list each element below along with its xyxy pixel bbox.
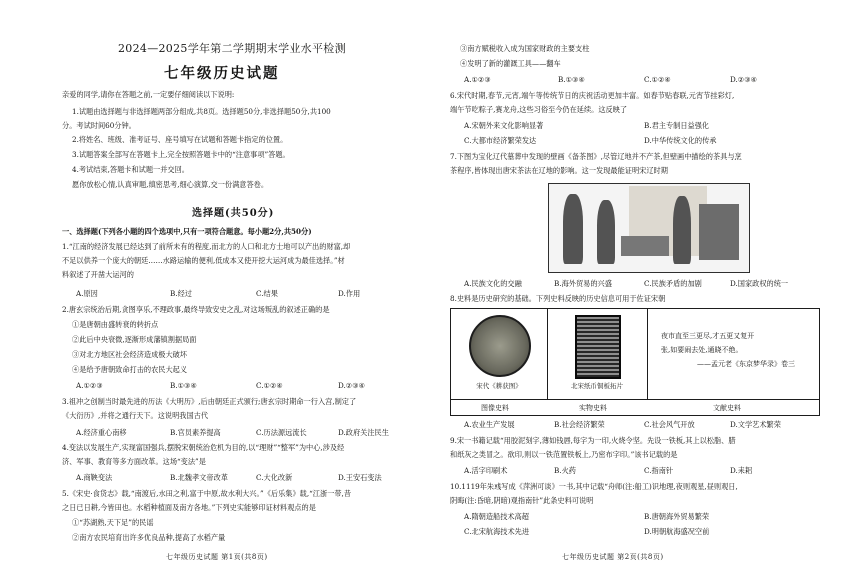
q10-option-d[interactable]: D.明朝航海盛况空前 (644, 527, 710, 536)
question-9-line: 和纸灰之类冒之。欲印,则以一铁范置铁板上,乃密布字印。”该书记载的是 (450, 450, 678, 459)
page-2 (430, 0, 860, 587)
q9-option-d[interactable]: D.耒耜 (730, 466, 753, 475)
q8-option-a[interactable]: A.农业生产发展 (464, 420, 515, 429)
q9-option-a[interactable]: A.活字印刷术 (464, 466, 508, 475)
text-source-cell (647, 309, 819, 399)
sources-table (450, 308, 820, 416)
question-6-line: 端午节吃粽子,赛龙舟,这些习俗至今仍在延续。这反映了 (450, 105, 628, 114)
question-9-line: 9.宋一书籍记载“用胶泥刻字,薄如钱唇,每字为一印,火烧令坚。先设一铁板,其上以松脂、腊 (450, 436, 736, 445)
mural-figure (673, 196, 691, 264)
q9-option-b[interactable]: B.火药 (554, 466, 576, 475)
q4-option-b[interactable]: B.北魏孝文帝改革 (170, 473, 228, 482)
q1-option-c[interactable]: C.结果 (256, 289, 278, 298)
q7-option-c[interactable]: C.民族矛盾的加剧 (644, 279, 702, 288)
image-source-caption: 宋代《耕获图》 (476, 382, 522, 390)
q9-option-c[interactable]: C.指南针 (644, 466, 674, 475)
q5-item: ①“苏湖熟,天下足”的民谣 (72, 518, 154, 527)
intro-line: 2.将姓名、班级、准考证号、座号填写在试题和答题卡指定的位置。 (72, 135, 288, 144)
q5-item: ②南方农民培育出许多优良品种,提高了水稻产量 (72, 533, 226, 542)
question-7-line: 7.下图为宝化辽代墓葬中发现的壁画《备茶图》,尽管辽地并不产茶,但壁画中描绘的茶具与烹 (450, 152, 742, 161)
q8-option-d[interactable]: D.文学艺术繁荣 (730, 420, 781, 429)
question-8-line: 8.史料是历史研究的基础。下列史料反映的历史信息可用于佐证宋朝 (450, 294, 666, 303)
image-source-label: 图像史料 (481, 404, 509, 412)
q5-item: ④发明了新的灌溉工具——翻车 (460, 59, 561, 68)
question-7-line: 茶程序,皆体现出唐宋茶法在辽地的影响。这一发现最能证明宋辽时期 (450, 166, 668, 175)
q2-option-a[interactable]: A.①②③ (76, 381, 103, 390)
mural-shelf (699, 204, 739, 260)
question-1-line: 1.“江南的经济发展已经达到了前所未有的程度,而北方的人口和北方士地可以产出的财富,却 (62, 242, 351, 251)
q5-option-c[interactable]: C.①②④ (644, 75, 671, 84)
text-source-attribution: ——孟元老《东京梦华录》卷三 (697, 360, 795, 368)
gengzhi-painting (469, 315, 531, 377)
q7-option-d[interactable]: D.国家政权的统一 (730, 279, 789, 288)
text-source-label: 文献史料 (713, 404, 741, 412)
q10-option-c[interactable]: C.北宋航海技术先进 (464, 527, 530, 536)
exam-main-title: 七年级历史试题 (164, 65, 280, 82)
q3-option-a[interactable]: A.经济重心南移 (76, 428, 127, 437)
question-3-line: 《大衍历》,并将之通行天下。这说明我国古代 (62, 411, 209, 420)
q4-option-c[interactable]: C.大化改新 (256, 473, 293, 482)
question-4-line: 4.变法以发展生产,实现富国强兵,摆脱宋朝统治危机为目的,以“理财”“整军”为中心,涉及经 (62, 443, 345, 452)
artifact-source-label: 实物史料 (579, 404, 607, 412)
question-5-line: 5.《宋史·食货志》载,“南渡后,水田之利,富于中原,故水利大兴。”《后乐集》载,“江浙一带,昔 (62, 489, 352, 498)
artifact-source-cell (547, 309, 648, 399)
q6-option-a[interactable]: A.宋朝外来文化影响显著 (464, 121, 544, 130)
section-title: 选择题(共50分) (192, 208, 275, 219)
question-2-line: 2.唐玄宗统治后期,贪图享乐,不理政事,最终导致安史之乱,对这场叛乱的叙述正确的是 (62, 305, 330, 314)
q5-option-a[interactable]: A.①②③ (464, 75, 491, 84)
q5-item: ③南方赋税收入成为国家财政的主要支柱 (460, 44, 590, 53)
artifact-source-caption: 北宋纸币铜板拓片 (571, 382, 623, 390)
mural-tea-table (621, 236, 669, 256)
q6-option-b[interactable]: B.君主专制日益强化 (644, 121, 710, 130)
q3-option-c[interactable]: C.历法源远流长 (256, 428, 307, 437)
question-1-line: 不足以供养一个庞大的朝廷……水路运输的便利,低成本又使开挖大运河成为最佳选择。”材 (62, 256, 345, 265)
question-5-line: 之日已日耕,今皆田也。水稻种植面及南方各地。”下列史实能够印证材料观点的是 (62, 503, 316, 512)
q2-item: ①是唐朝由盛转衰的转折点 (72, 320, 159, 329)
q2-option-b[interactable]: B.①③④ (170, 381, 197, 390)
q1-option-a[interactable]: A.原因 (76, 289, 98, 298)
q7-option-b[interactable]: B.海外贸易的兴盛 (554, 279, 612, 288)
q1-option-d[interactable]: D.作用 (338, 289, 361, 298)
q5-option-d[interactable]: D.②③④ (730, 75, 758, 84)
q7-option-a[interactable]: A.民族文化的交融 (464, 279, 522, 288)
mural-figure (563, 194, 583, 264)
question-10-line: 10.1119年朱彧写成《萍洲可谈》一书,其中记载“舟师(注:船工)识地理,夜则观星,昼则观日, (450, 482, 738, 491)
text-source-line: 张,如要闹去处,通晓不绝。 (661, 346, 743, 354)
q10-option-b[interactable]: B.唐朝海外贸易繁荣 (644, 512, 710, 521)
tea-mural-image (548, 183, 750, 273)
intro-line: 1.试题由选择题与非选择题两部分组成,共8页。选择题50分,非选择题50分,共100 (72, 107, 331, 116)
q8-option-b[interactable]: B.社会经济繁荣 (554, 420, 605, 429)
text-source-line: 夜市直至三更尽,才五更又复开 (661, 332, 755, 340)
q2-item: ④是给予唐朝致命打击的农民大起义 (72, 365, 188, 374)
q6-option-d[interactable]: D.中华传统文化的传承 (644, 136, 717, 145)
question-4-line: 济、军事、教育等多方面改革。这场“变法”是 (62, 457, 206, 466)
intro-line: 3.试题答案全部写在答题卡上,完全按照答题卡中的“注意事项”答题。 (72, 150, 290, 159)
page-footer: 七年级历史试题 第1页(共8页) (166, 553, 268, 561)
question-1-line: 料叙述了开凿大运河的 (62, 270, 134, 279)
intro-line: 愿你放松心情,认真审题,缜密思考,细心演算,交一份满意答卷。 (72, 180, 269, 189)
q10-option-a[interactable]: A.隋朝造船技术高超 (464, 512, 529, 521)
section-instruction: 一、选择题(下列各小题的四个选项中,只有一项符合题意。每小题2分,共50分) (62, 227, 312, 236)
q8-option-c[interactable]: C.社会风气开放 (644, 420, 695, 429)
sources-table-footer (451, 399, 819, 416)
paper-money-rubbing (575, 315, 621, 379)
intro-line: 4.考试结束,答题卡和试题一并交回。 (72, 165, 189, 174)
q5-option-b[interactable]: B.①③④ (558, 75, 585, 84)
q4-option-d[interactable]: D.王安石变法 (338, 473, 382, 482)
q2-item: ③对北方地区社会经济造成极大破坏 (72, 350, 188, 359)
q2-item: ②此后中央衰微,逐渐形成藩镇割据局面 (72, 335, 197, 344)
page-footer: 七年级历史试题 第2页(共8页) (562, 553, 664, 561)
q3-option-d[interactable]: D.政府关注民生 (338, 428, 389, 437)
question-3-line: 3.祖冲之创制当时最先进的历法《大明历》,后由朝廷正式颁行;唐玄宗时期命一行入宫,制定了 (62, 397, 357, 406)
q1-option-b[interactable]: B.经过 (170, 289, 192, 298)
q4-option-a[interactable]: A.商鞅变法 (76, 473, 113, 482)
q3-option-b[interactable]: B.官员素养提高 (170, 428, 221, 437)
intro-line: 亲爱的同学,请你在答题之前,一定要仔细阅读以下说明: (62, 90, 235, 99)
q2-option-d[interactable]: D.②③④ (338, 381, 366, 390)
exam-header-title: 2024—2025学年第二学期期末学业水平检测 (118, 42, 346, 55)
image-source-cell (451, 309, 548, 399)
intro-line: 分。考试时间60分钟。 (62, 121, 136, 130)
q2-option-c[interactable]: C.①②④ (256, 381, 283, 390)
q6-option-c[interactable]: C.大都市经济繁荣发达 (464, 136, 537, 145)
question-6-line: 6.宋代时期,春节,元宵,端午等传统节日的庆祝活动更加丰富。如春节贴春联,元宵节挂彩灯, (450, 91, 735, 100)
mural-figure (597, 200, 615, 264)
question-10-line: 阴晦(注:昏暗,阴暗)观指南针”此条史料可说明 (450, 496, 594, 505)
